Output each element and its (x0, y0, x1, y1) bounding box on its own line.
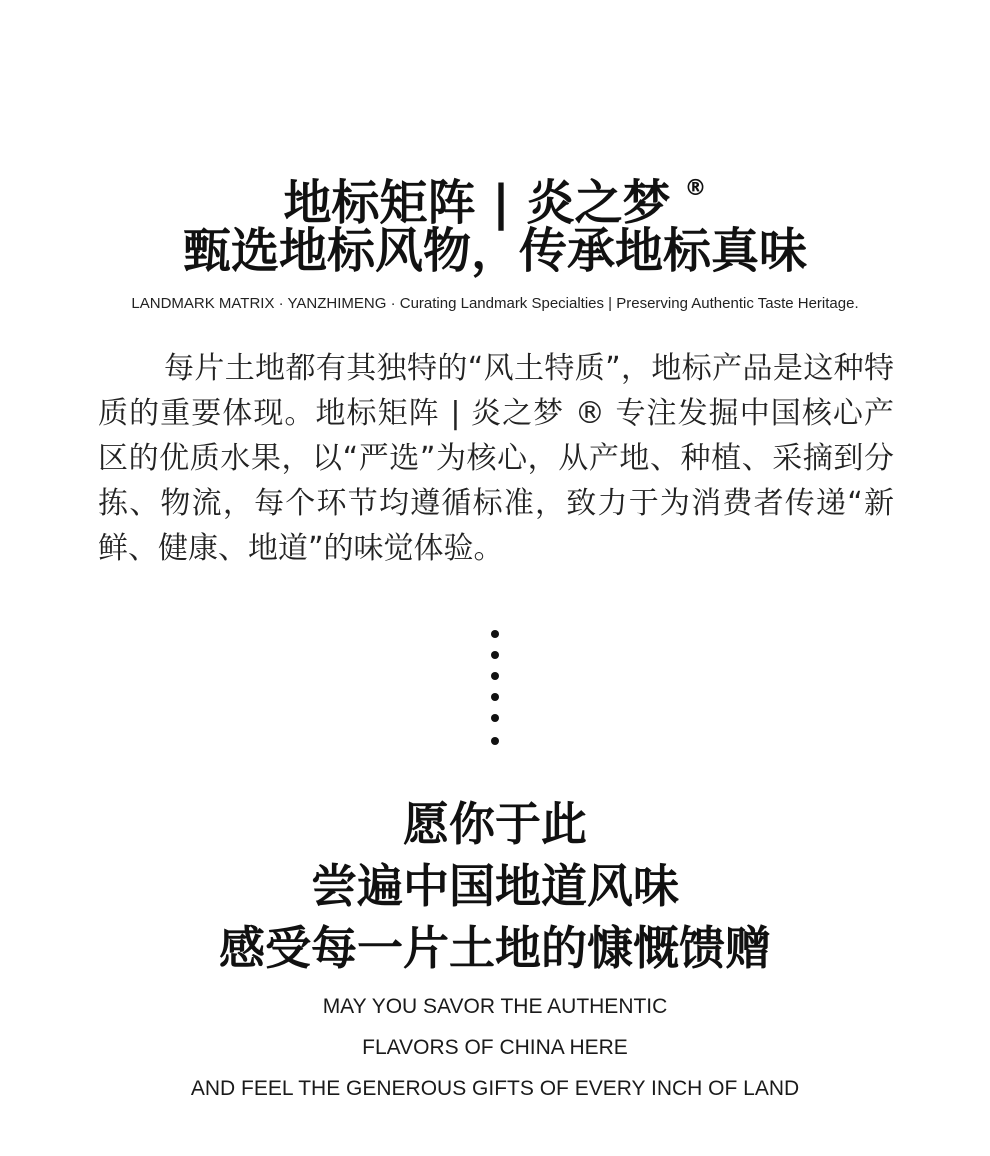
brand-title: 地标矩阵 | 炎之梦 (283, 175, 671, 231)
closing-heading-line-1: 愿你于此 (403, 797, 587, 851)
closing-heading-line-2: 尝遍中国地道风味 (311, 859, 679, 913)
divider-dot (491, 672, 499, 680)
registered-trademark-mark: ® (684, 176, 707, 201)
intro-paragraph: 每片土地都有其独特的“风土特质”，地标产品是这种特质的重要体现。地标矩阵 | 炎之梦 ® 专注发掘中国核心产区的优质水果，以“严选”为核心，从产地、种植、采摘到分拣、物流，每个环节均遵循标准，致力于为消费者传递“新鲜、健康、地道”的味觉体验。 (98, 351, 894, 566)
divider-dot (491, 737, 499, 745)
closing-heading-line-3: 感受每一片土地的慷慨馈赠 (219, 921, 771, 975)
closing-english-line-2: FLAVORS OF CHINA HERE (362, 1036, 628, 1059)
closing-english-line-1: MAY YOU SAVOR THE AUTHENTIC (322, 995, 668, 1018)
divider-dot (491, 651, 499, 659)
page-subtitle: 甄选地标风物，传承地标真味 (182, 223, 807, 279)
closing-english-line-3: AND FEEL THE GENEROUS GIFTS OF EVERY INCH OF LAND (190, 1077, 800, 1100)
divider-dot (491, 714, 499, 722)
divider-dot (491, 630, 499, 638)
english-tagline: LANDMARK MATRIX · YANZHIMENG · Curating Landmark Specialties | Preserving Authentic Taste Heritage. (131, 295, 859, 312)
divider-dot (491, 693, 499, 701)
vertical-dotted-divider (490, 628, 500, 748)
